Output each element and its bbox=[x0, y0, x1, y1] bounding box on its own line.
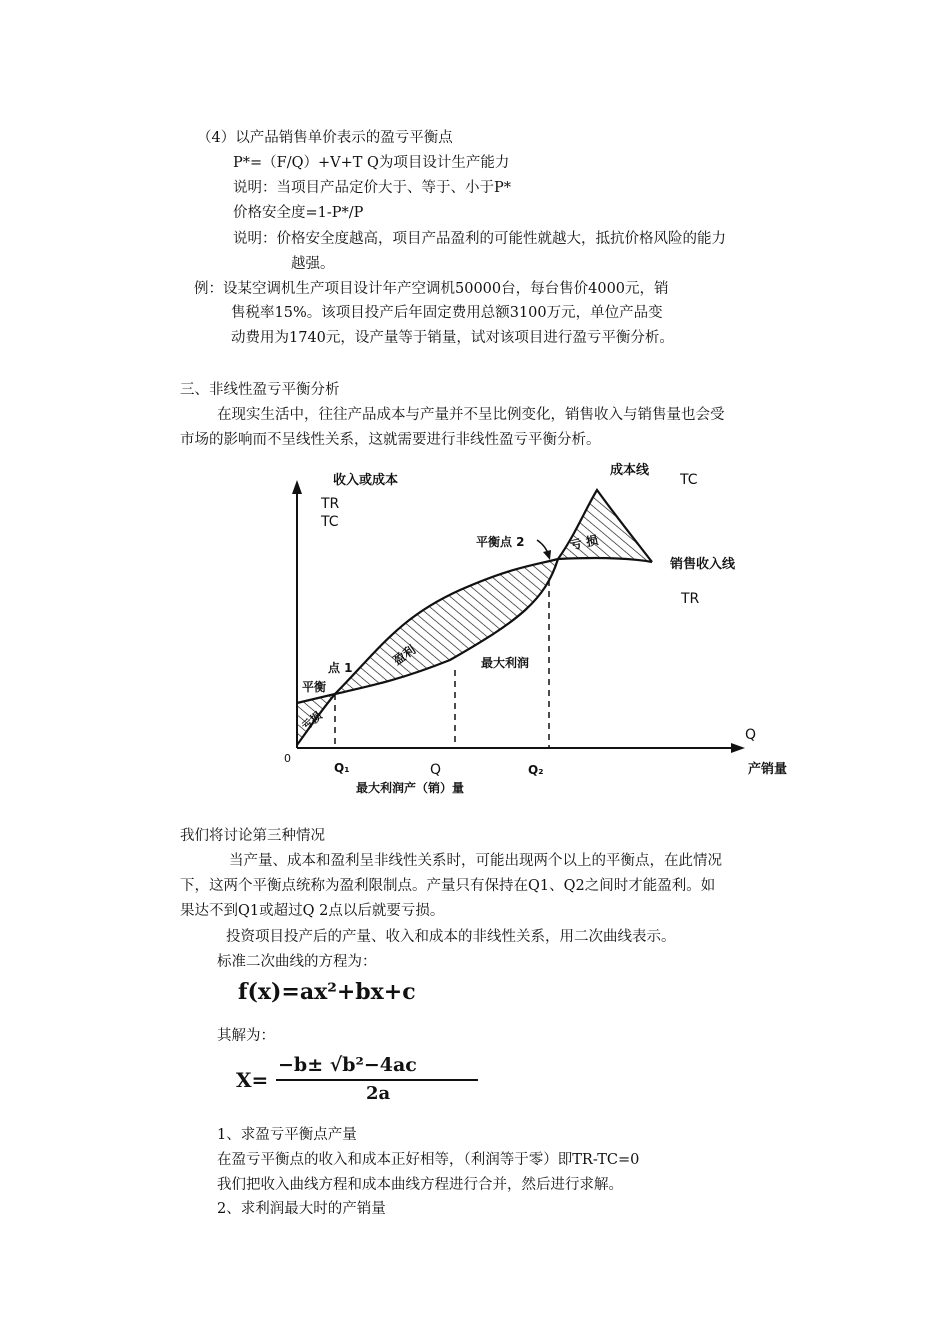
y-axis-title: 收入或成本 bbox=[333, 473, 399, 488]
y-tc-label: TC bbox=[321, 514, 339, 530]
paragraph-line: 果达不到Q1或超过Q 2点以后就要亏损。 bbox=[180, 903, 445, 919]
x-caption: 最大利润产（销）量 bbox=[356, 781, 465, 795]
paragraph-line: 投资项目投产后的产量、收入和成本的非线性关系，用二次曲线表示。 bbox=[226, 929, 676, 945]
paragraph-line: 标准二次曲线的方程为： bbox=[217, 954, 377, 970]
price-safety-formula: 价格安全度=1-P*/P bbox=[233, 205, 364, 221]
q2-tick-label: Q₂ bbox=[528, 763, 544, 777]
loss-bottom-label: 亏损 bbox=[299, 709, 325, 734]
paragraph-line: 当产量、成本和盈利呈非线性关系时，可能出现两个以上的平衡点，在此情况 bbox=[229, 853, 722, 869]
example-line: 售税率15%。该项目投产后年固定费用总额3100万元，单位产品变 bbox=[231, 305, 663, 321]
formula-line-pstar: P*=（F/Q）+V+T Q为项目设计生产能力 bbox=[233, 155, 510, 171]
paragraph-line: 市场的影响而不呈线性关系，这就需要进行非线性盈亏平衡分析。 bbox=[180, 432, 601, 448]
fraction-bar bbox=[276, 1079, 478, 1081]
example-line: 例：设某空调机生产项目设计年产空调机50000台，每台售价4000元，销 bbox=[194, 281, 669, 297]
q-mid-tick-label: Q bbox=[430, 762, 442, 778]
paragraph-line: 我们将讨论第三种情况 bbox=[180, 828, 325, 844]
cost-tc-label: TC bbox=[680, 472, 698, 488]
x-axis-title: 产销量 bbox=[748, 762, 788, 777]
breakeven2-label: 平衡点 2 bbox=[476, 535, 525, 549]
numerator: −b± √b²−4ac bbox=[278, 1054, 417, 1076]
x-equals: X= bbox=[236, 1068, 269, 1092]
x-axis-arrow bbox=[731, 743, 745, 753]
section-heading-price-breakeven: （4）以产品销售单价表示的盈亏平衡点 bbox=[197, 130, 453, 146]
cost-line-label: 成本线 bbox=[610, 463, 650, 478]
max-profit-label: 最大利润 bbox=[481, 656, 530, 670]
paragraph-line: 其解为： bbox=[217, 1028, 275, 1044]
balance-label: 平衡 bbox=[302, 680, 327, 694]
breakeven2-arrowhead bbox=[543, 550, 551, 560]
revenue-tr-label: TR bbox=[681, 591, 700, 607]
denominator: 2a bbox=[366, 1083, 391, 1104]
section-heading-nonlinear: 三、非线性盈亏平衡分析 bbox=[180, 382, 340, 398]
note-line: 说明：当项目产品定价大于、等于、小于P* bbox=[233, 180, 512, 196]
q-axis-label: Q bbox=[745, 727, 757, 743]
quadratic-equation: f(x)=ax²+bx+c bbox=[238, 979, 416, 1005]
step1-heading: 1、求盈亏平衡点产量 bbox=[217, 1127, 357, 1143]
note-line: 说明：价格安全度越高，项目产品盈利的可能性就越大，抵抗价格风险的能力 bbox=[233, 231, 726, 247]
y-axis-arrow bbox=[292, 480, 302, 494]
note-line-continued: 越强。 bbox=[291, 256, 335, 272]
paragraph-line: 在现实生活中，往往产品成本与产量并不呈比例变化，销售收入与销售量也会受 bbox=[217, 407, 725, 423]
profit-label: 盈利 bbox=[390, 642, 419, 668]
revenue-line-label: 销售收入线 bbox=[670, 557, 736, 572]
example-line: 动费用为1740元，设产量等于销量，试对该项目进行盈亏平衡分析。 bbox=[231, 330, 674, 346]
paragraph-line: 我们把收入曲线方程和成本曲线方程进行合并，然后进行求解。 bbox=[217, 1177, 623, 1193]
y-tr-label: TR bbox=[321, 496, 340, 512]
step2-heading: 2、求利润最大时的产销量 bbox=[217, 1201, 386, 1217]
paragraph-line: 在盈亏平衡点的收入和成本正好相等，（利润等于零）即TR-TC=0 bbox=[217, 1152, 640, 1168]
q1-tick-label: Q₁ bbox=[334, 761, 350, 775]
origin-label: 0 bbox=[284, 752, 291, 765]
point1-label: 点 1 bbox=[328, 661, 353, 675]
paragraph-line: 下，这两个平衡点统称为盈利限制点。产量只有保持在Q1、Q2之间时才能盈利。如 bbox=[180, 878, 716, 894]
profit-region bbox=[335, 559, 558, 694]
loss-top-label: 亏 损 bbox=[568, 532, 600, 553]
